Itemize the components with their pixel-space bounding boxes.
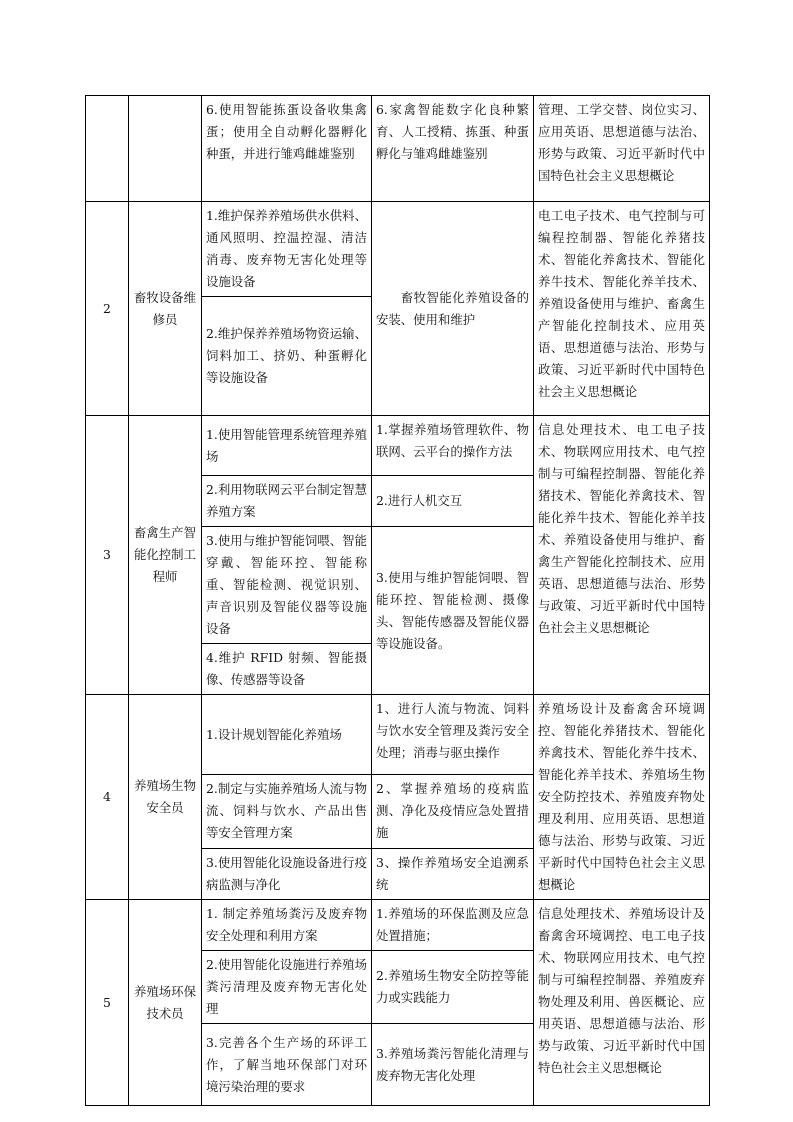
task-cell: 4.维护 RFID 射频、智能摄像、传感器等设备 [202,644,372,695]
row-number-cell: 5 [86,900,129,1106]
job-title-cell: 畜禽生产智能化控制工程师 [129,416,202,695]
course-cell: 信息处理技术、电工电子技术、物联网应用技术、电气控制与可编程控制器、智能化养猪技术、智能化养禽技术、智能化养牛技术、智能化养羊技术、养殖设备使用与维护、畜禽生产智能化控制技术、应用英语、思想道德与法治、形势与政策、习近平新时代中国特色社会主义思想概论 [534,416,710,695]
skill-cell: 畜牧智能化养殖设备的安装、使用和维护 [372,202,534,416]
task-cell: 2.使用智能化设施进行养殖场粪污清理及废弃物无害化处理 [202,951,372,1024]
skill-cell: 2.养殖场生物安全防控等能力或实践能力 [372,951,534,1024]
course-cell: 养殖场设计及畜禽舍环境调控、智能化养猪技术、智能化养禽技术、智能化养牛技术、智能化养羊技术、养殖场生物安全防控技术、养殖废弃物处理及利用、应用英语、思想道德与法治、形势与政策、习近平新时代中国特色社会主义思想概论 [534,695,710,900]
skill-cell: 1.养殖场的环保监测及应急处置措施； [372,900,534,951]
skill-cell: 1、进行人流与物流、饲料与饮水安全管理及粪污安全处理；消毒与驱虫操作 [372,695,534,775]
course-cell: 管理、工学交替、岗位实习、应用英语、思想道德与法治、形势与政策、习近平新时代中国特色社会主义思想概论 [534,96,710,202]
job-skill-course-table [85,95,710,1106]
task-cell: 1.维护保养养殖场供水供料、通风照明、控温控湿、清洁消毒、废弃物无害化处理等设施设备 [202,202,372,297]
task-cell: 1.设计规划智能化养殖场 [202,695,372,775]
row-number-cell: 2 [86,202,129,416]
job-title-cell: 畜牧设备维修员 [129,202,202,416]
row-number-cell [86,96,129,202]
skill-cell: 2.进行人机交互 [372,476,534,527]
task-cell: 3.使用与维护智能饲喂、智能穿戴、智能环控、智能称重、智能检测、视觉识别、声音识别及智能仪器等设施设备 [202,527,372,644]
task-cell: 2.制定与实施养殖场人流与物流、饲料与饮水、产品出售等安全管理方案 [202,775,372,848]
task-cell: 3.完善各个生产场的环评工作，了解当地环保部门对环境污染治理的要求 [202,1024,372,1106]
table-row [86,416,710,476]
skill-cell: 3、操作养殖场安全追溯系统 [372,848,534,899]
job-title-cell [129,96,202,202]
skill-cell: 3.使用与维护智能饲喂、智能环控、智能检测、摄像头、智能传感器及智能仪器等设施设备。 [372,527,534,695]
table-row [86,96,710,202]
skill-cell: 6.家禽智能数字化良种繁育、人工授精、拣蛋、种蛋孵化与雏鸡雌雄鉴别 [372,96,534,202]
task-cell: 2.维护保养养殖场物资运输、饲料加工、挤奶、种蛋孵化等设施设备 [202,297,372,416]
table-row [86,202,710,297]
row-number-cell: 4 [86,695,129,900]
skill-cell: 1.掌握养殖场管理软件、物联网、云平台的操作方法 [372,416,534,476]
job-title-cell: 养殖场环保技术员 [129,900,202,1106]
course-cell: 信息处理技术、养殖场设计及畜禽舍环境调控、电工电子技术、物联网应用技术、电气控制与可编程控制器、养殖废弃物处理及利用、兽医概论、应用英语、思想道德与法治、形势与政策、习近平新时代中国特色社会主义思想概论 [534,900,710,1106]
task-cell: 2.利用物联网云平台制定智慧养殖方案 [202,476,372,527]
skill-cell: 2、掌握养殖场的疫病监测、净化及疫情应急处置措施 [372,775,534,848]
task-cell: 1. 制定养殖场粪污及废弃物安全处理和利用方案 [202,900,372,951]
task-cell: 6.使用智能拣蛋设备收集禽蛋；使用全自动孵化器孵化种蛋，并进行雏鸡雌雄鉴别 [202,96,372,202]
skill-cell: 3.养殖场粪污智能化清理与废弃物无害化处理 [372,1024,534,1106]
task-cell: 1.使用智能管理系统管理养殖场 [202,416,372,476]
row-number-cell: 3 [86,416,129,695]
task-cell: 3.使用智能化设施设备进行疫病监测与净化 [202,848,372,899]
course-cell: 电工电子技术、电气控制与可编程控制器、智能化养猪技术、智能化养禽技术、智能化养牛技术、智能化养羊技术、养殖设备使用与维护、畜禽生产智能化控制技术、应用英语、思想道德与法治、形势与政策、习近平新时代中国特色社会主义思想概论 [534,202,710,416]
job-title-cell: 养殖场生物安全员 [129,695,202,900]
table-row [86,695,710,775]
table-row [86,900,710,951]
